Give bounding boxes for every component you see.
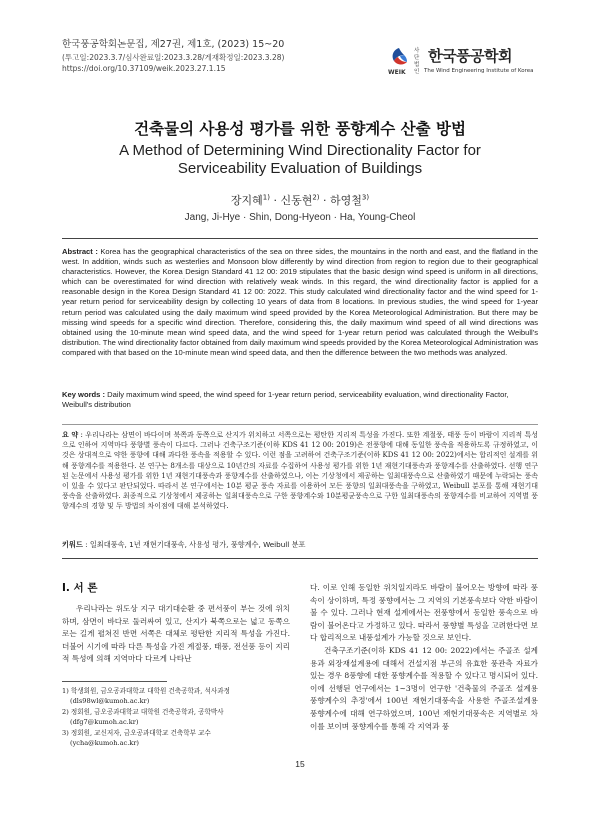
divider-top: [62, 238, 538, 239]
footnotes: [62, 686, 290, 748]
title-korean: 건축물의 사용성 평가를 위한 풍향계수 산출 방법: [134, 120, 466, 138]
intro-paragraph-2: 건축구조기준(이하 KDS 41 12 00: 2022)에서는 주골조 설계용과 외장재설계용에 대해서 건설지점 부근의 유효한 풍관측 자료가 있는 경우 8풍향에 대한 풍향계수를 적용할 수 있다고 명시되어 있다. 이에 선행된 연구에서는 1~3명이 연구한 '건축물의 주골조 설계용 풍향계수의 추정'에서 100년 재현기대풍속을 사용한 주골조설계용 풍향계수에 대해 연구하였으며, 100년 재현기대풍속은 지역별로 차이를 보이며 풍향계수를 통해 각 지역과 풍: [310, 645, 538, 731]
intro-paragraph-continued: 다. 이로 인해 동일한 위치일지라도 바람이 불어오는 방향에 따라 풍속이 상이하며, 특정 풍향에서는 그 지역의 기본풍속보다 약한 바람이 불 수 있다. 그러나 현재 설계에서는 전풍향에서 동일한 풍속으로 바람이 불어온다고 가정하고 있다. 따라서 풍향별 특성을 고려한다면 보다 합리적으로 내풍설계가 가능할 것으로 보인다.: [310, 583, 538, 643]
author-separator: ·: [269, 194, 281, 207]
author-separator: ·: [319, 194, 331, 207]
logo-english-name: The Wind Engineering Institute of Korea: [424, 68, 534, 74]
korean-summary: 요 약 : 우리나라는 삼면이 바다이며 북쪽과 동쪽으로 산지가 위치하고 서쪽으로는 평탄한 지리적 특성을 가진다. 또한 계절풍, 태풍 등이 바람이 지리적 특성으로 인하여 지역마다 풍향별 풍속이 다르다. 그러나 건축구조기준(이하 KDS 41 12 00: 2019)은 전풍향에 대해 동일한 풍속을 적용하도록 규정하였고, 이것은 상대적으로 약한 풍향에 대해 과다한 풍속을 적용할 수 있다. 이런 점을 고려하여 건축구조기준(이하 KDS 41 12 00: 2022)에서는 합리적인 설계를 위해 풍향계수를 적용한다. 본 연구는 8개소를 대상으로 10년간의 자료를 수집하여 사용성 평가를 위한 1년 재현기대풍속과 풍향계수를 산출하였다. 선행 연구된 논문에서 사용성 평가를 위한 1년 재현기대풍속과 풍향계수를 산출하였으나, 이는 기상청에서 제공하는 일최대풍속으로 산출하였기 때문에 누락되는 풍속이 있을 수 있다고 판단되었다. 따라서 본 연구에서는 10분 평균 풍속 자료를 이용하여 모든 풍향의 일최대풍속을 구하였고, Weibull 분포를 통해 재현기대풍속을 산출하였다. 최종적으로 기상청에서 제공하는 일최대풍속으로 구한 풍향계수와 10분평균풍속으로 구한 일최대풍속의 풍향계수를 비교하여 지역별 풍향계수의 경향 및 두 방법의 차이점에 대해 분석하였다.: [62, 430, 538, 511]
authors-korean: [0, 192, 600, 208]
divider-abstract: [62, 424, 538, 425]
keywords-ko-label: 키워드: [62, 540, 83, 549]
section-heading-intro: I. 서 론: [62, 582, 98, 594]
footnote-email[interactable]: (ycha@kumoh.ac.kr): [70, 739, 140, 748]
journal-header: [62, 38, 284, 74]
summary-label: 요 약: [62, 430, 79, 439]
author-affil-mark: 2): [312, 193, 320, 202]
keywords-ko-text: 일최대풍속, 1년 재현기대풍속, 사용성 평가, 풍향계수, Weibull 분포: [89, 540, 306, 549]
divider-bottom: [62, 558, 538, 559]
keywords-english: Key words : Daily maximum wind speed, the wind speed for 1-year return period, serviceability evaluation, wind directionality Factor, Weibull's distribution: [62, 390, 509, 410]
footnote-rule: [62, 681, 167, 682]
abstract-label: Abstract: [62, 247, 93, 256]
summary-text: 우리나라는 삼면이 바다이며 북쪽과 동쪽으로 산지가 위치하고 서쪽으로는 평탄한 지리적 특성을 가진다. 또한 계절풍, 태풍 등이 바람이 지리적 특성으로 인하여 지역마다 풍향별 풍속이 다르다. 그러나 건축구조기준(이하 KDS 41 12 00: 2019)은 전풍향에 대해 동일한 풍속을 적용하도록 규정하였고, 이것은 상대적으로 약한 풍향에 대해 과다한 풍속을 적용할 수 있다. 이런 점을 고려하여 건축구조기준(이하 KDS 41 12 00: 2022)에서는 합리적인 설계를 위해 풍향계수를 적용한다. 본 연구는 8개소를 대상으로 10년간의 자료를 수집하여 사용성 평가를 위한 1년 재현기대풍속과 풍향계수를 산출하였다. 선행 연구된 논문에서 사용성 평가를 위한 1년 재현기대풍속과 풍향계수를 산출하였으나, 이는 기상청에서 제공하는 일최대풍속으로 산출하였기 때문에 누락되는 풍속이 있을 수 있다고 판단되었다. 따라서 본 연구에서는 10분 평균 풍속 자료를 이용하여 모든 풍향의 일최대풍속을 구하였고, Weibull 분포를 통해 재현기대풍속을 산출하였다. 최종적으로 기상청에서 제공하는 일최대풍속으로 구한 풍향계수와 10분평균풍속으로 구한 일최대풍속의 풍향계수를 비교하여 지역별 풍향계수의 경향 및 두 방법의 차이점에 대해 분석하였다.: [62, 431, 538, 511]
footnote-email[interactable]: (dls98wl@kumoh.ac.kr): [70, 697, 150, 706]
intro-paragraph: 우리나라는 위도상 지구 대기대순환 중 편서풍이 부는 것에 위치하며, 삼면이 바다로 둘러싸여 있고, 산지가 북쪽으로는 넓고 동쪽으로는 길게 펼쳐진 반면 서쪽은 대체로 평탄한 지리적 특성을 가진다. 더불어 시기에 따라 다른 특성을 가진 계절풍, 태풍, 전선풍 등이 지리적 특성에 의해 지역마다 다르게 나타난: [62, 604, 290, 664]
doi-link[interactable]: https://doi.org/10.37109/weik.2023.27.1.15: [62, 64, 226, 73]
keywords-text: Daily maximum wind speed, the wind speed for 1-year return period, serviceability evaluation, wind directionality Factor, Weibull's distribution: [62, 390, 509, 410]
society-logo: [388, 46, 538, 78]
author-name: 장지혜: [230, 194, 263, 207]
footnote-email[interactable]: (dfg7@kumoh.ac.kr): [70, 718, 139, 727]
author-name: 하영철: [330, 194, 362, 207]
body-column-right: [310, 582, 538, 733]
footnote-line: 3) 정회원, 교신저자, 금오공과대학교 건축학부 교수: [62, 728, 211, 737]
society-emblem-icon: [388, 46, 410, 68]
logo-corporate-label: 사단법인: [414, 48, 420, 75]
authors-english: Jang, Ji-Hye · Shin, Dong-Hyeon · Ha, Young-Cheol: [184, 212, 416, 223]
logo-abbr: WEIK: [388, 69, 406, 76]
footnote-line: 2) 정회원, 금오공과대학교 대학원 건축공학과, 공학박사: [62, 707, 224, 716]
author-affil-mark: 1): [262, 193, 270, 202]
page-number: 15: [295, 759, 305, 769]
author-affil-mark: 3): [361, 193, 370, 202]
keywords-korean: 키워드 : 일최대풍속, 1년 재현기대풍속, 사용성 평가, 풍향계수, Weibull 분포: [62, 540, 306, 549]
journal-citation: 한국풍공학회논문집, 제27권, 제1호, (2023) 15~20: [62, 39, 285, 50]
author-name: 신동현: [280, 194, 313, 207]
submission-dates: (투고일:2023.3.7/심사완료일:2023.3.28/게재확정일:2023.3.28): [62, 53, 285, 62]
logo-society-name: 한국풍공학회: [428, 47, 512, 65]
body-column-left: [62, 580, 290, 666]
abstract: Abstract : Korea has the geographical characteristics of the sea on three sides, the mountains in the north and east, and the flatland in the west. In addition, winds such as westerlies and Monsoon blow differently by wind direction from region to region due to their geographical characteristics. However, the Korea Design Standard 41 12 00: 2019 stipulates that the basic design wind speed is uniform in all directions, which can be overestimated for wind direction with relatively weak winds. In this regard, the wind directionality factor is applied for a reasonable design in the Korea Design Standard 41 12 00: 2022. This study calculated wind directionality factor and the wind speed for 1-year return period for serviceability design by collecting 10 years of data from 8 locations. In previous studies, the wind speed for 1-year return period was calculated using the daily maximum wind speed provided by the Korea Meteorological Administration. But there may be missing wind speeds for a specific wind direction. Therefore, considering this, the daily maximum wind speed of all wind directions was obtained using the 10-minute mean wind speed data, and the wind speed for 1-year return period was calculated through the Weibull's distribution. The wind directionality factor obtained from daily maximum wind speeds provided by the Korea Meteorological Administration was compared with that based on the 10-minute mean wind speed data, and then the difference between the two methods was analyzed.: [62, 247, 538, 357]
title-english: A Method of Determining Wind Directionality Factor for Serviceability Evaluation of Buildings: [119, 142, 481, 177]
keywords-label: Key words: [62, 390, 101, 399]
footnote-line: 1) 학생회원, 금오공과대학교 대학원 건축공학과, 석사과정: [62, 687, 230, 695]
abstract-text: Korea has the geographical characteristics of the sea on three sides, the mountains in the north and east, and the flatland in the west. In addition, winds such as westerlies and Monsoon blow differently by wind direction from region to region due to their geographical characteristics. However, the Korea Design Standard 41 12 00: 2019 stipulates that the basic design wind speed is uniform in all directions, which can be overestimated for wind direction with relatively weak winds. In this regard, the wind directionality factor is applied for a reasonable design in the Korea Design Standard 41 12 00: 2022. This study calculated wind directionality factor and the wind speed for 1-year return period for serviceability design by collecting 10 years of data from 8 locations. In previous studies, the wind speed for 1-year return period was calculated using the daily maximum wind speed provided by the Korea Meteorological Administration. But there may be missing wind speeds for a specific wind direction. Therefore, considering this, the daily maximum wind speed of all wind directions was obtained using the 10-minute mean wind speed data, and the wind speed for 1-year return period was calculated through the Weibull's distribution. The wind directionality factor obtained from daily maximum wind speeds provided by the Korea Meteorological Administration was compared with that based on the 10-minute mean wind speed data, and then the difference between the two methods was analyzed.: [62, 247, 538, 357]
